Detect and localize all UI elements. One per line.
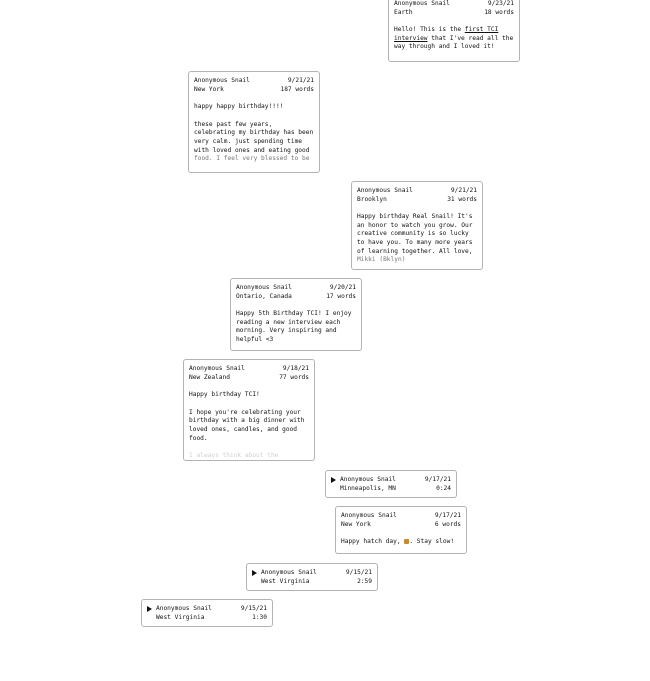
card-header xyxy=(236,284,356,301)
word-count: 31 words xyxy=(447,195,477,203)
message-card-new-york-2[interactable] xyxy=(335,506,467,554)
message-card-ontario[interactable] xyxy=(230,278,362,351)
message-card-new-zealand[interactable] xyxy=(183,359,315,461)
author-name: Anonymous Snail xyxy=(236,284,292,291)
faded-text: Mikki (Bklyn) xyxy=(357,256,406,264)
word-count: 77 words xyxy=(279,373,309,381)
audio-card-west-virginia[interactable] xyxy=(246,563,378,591)
date: 9/21/21 xyxy=(287,77,314,84)
card-header xyxy=(394,0,514,17)
location: Brooklyn xyxy=(357,195,387,203)
interview-link[interactable]: first TCI interview xyxy=(394,26,499,42)
play-icon[interactable] xyxy=(252,570,257,576)
location: New Zealand xyxy=(189,373,230,381)
card-header xyxy=(341,512,461,529)
message-text: that I've read all the way through and I loved it! xyxy=(394,34,514,51)
audio-duration: 1:30 xyxy=(252,613,267,621)
location: Earth xyxy=(394,8,413,16)
card-header xyxy=(189,365,309,382)
card-header xyxy=(261,569,372,586)
message-body xyxy=(357,213,477,265)
card-header xyxy=(340,476,451,493)
location: New York xyxy=(341,520,371,528)
message-card-brooklyn[interactable] xyxy=(351,181,483,270)
location: West Virginia xyxy=(261,577,310,585)
author-name: Anonymous Snail xyxy=(341,512,397,519)
card-header xyxy=(156,605,267,622)
date: 9/20/21 xyxy=(329,284,356,291)
date: 9/17/21 xyxy=(434,512,461,519)
location: Ontario, Canada xyxy=(236,292,292,300)
location: Minneapolis, MN xyxy=(340,484,396,492)
message-paragraph: these past few years, celebrating my birthday has been very calm. just spending time with loved ones and eating good food. I feel very blessed to be xyxy=(194,120,314,163)
location: West Virginia xyxy=(156,613,205,621)
word-count: 187 words xyxy=(280,85,314,93)
date: 9/21/21 xyxy=(450,187,477,194)
faded-text: I always think about the xyxy=(189,452,279,460)
message-body xyxy=(189,391,309,461)
author-name: Anonymous Snail xyxy=(156,605,212,612)
faded-text: food. I feel very blessed to be xyxy=(194,155,310,163)
audio-card-west-virginia-2[interactable] xyxy=(141,599,273,627)
message-paragraph: Happy birthday TCI! xyxy=(189,391,260,399)
message-paragraph: I hope you're celebrating your birthday with a big dinner with loved ones, candles, and good food. xyxy=(189,408,305,442)
audio-duration: 0:24 xyxy=(436,484,451,492)
message-card-earth[interactable] xyxy=(388,0,520,62)
word-count: 6 words xyxy=(434,520,461,528)
audio-card-minneapolis[interactable] xyxy=(325,470,457,498)
date: 9/15/21 xyxy=(240,605,267,612)
play-icon[interactable] xyxy=(331,477,336,483)
word-count: 18 words xyxy=(484,8,514,16)
message-body xyxy=(341,538,461,547)
message-body xyxy=(194,103,314,164)
play-icon[interactable] xyxy=(147,606,152,612)
message-body xyxy=(236,310,356,344)
audio-duration: 2:59 xyxy=(357,577,372,585)
message-paragraph: happy happy birthday!!!! xyxy=(194,103,284,111)
message-body xyxy=(394,26,514,52)
author-name: Anonymous Snail xyxy=(340,476,396,483)
word-count: 17 words xyxy=(326,292,356,300)
message-paragraph: Happy hatch day, . Stay slow! xyxy=(341,538,455,546)
author-name: Anonymous Snail xyxy=(357,187,413,194)
card-header xyxy=(194,77,314,94)
author-name: Anonymous Snail xyxy=(261,569,317,576)
date: 9/17/21 xyxy=(424,476,451,483)
date: 9/23/21 xyxy=(487,0,514,7)
message-card-new-york[interactable] xyxy=(188,71,320,173)
location: New York xyxy=(194,85,224,93)
author-name: Anonymous Snail xyxy=(394,0,450,7)
message-paragraph: Happy 5th Birthday TCI! I enjoy reading a new interview each morning. Very inspiring and helpful <3 xyxy=(236,310,352,343)
author-name: Anonymous Snail xyxy=(194,77,250,84)
date: 9/15/21 xyxy=(345,569,372,576)
author-name: Anonymous Snail xyxy=(189,365,245,372)
date: 9/18/21 xyxy=(282,365,309,372)
message-text: Hello! This is the xyxy=(394,26,465,34)
message-paragraph: Happy birthday Real Snail! It's an honor to watch you grow. Our creative community is so lucky to have you. To many more years of learning together. All love, Mikki (Bklyn) xyxy=(357,213,473,264)
card-header xyxy=(357,187,477,204)
